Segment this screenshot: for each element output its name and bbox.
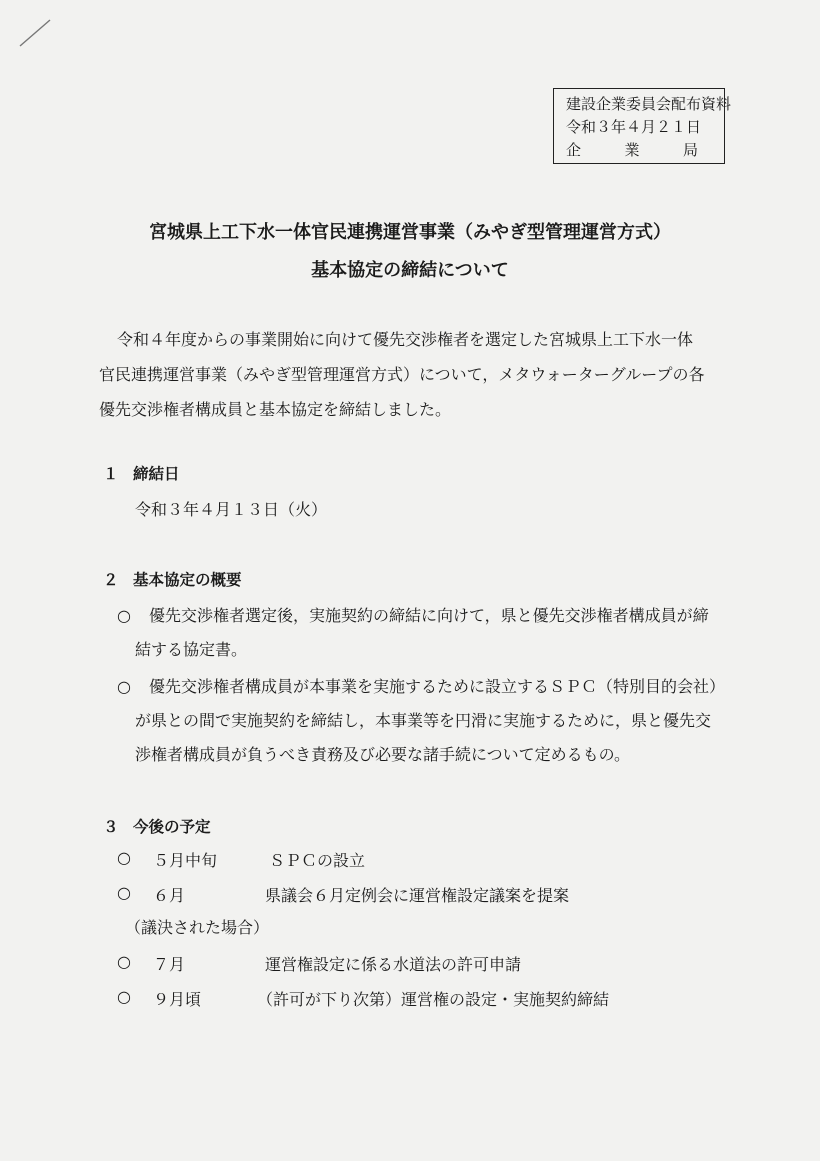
circle-bullet-icon: ○ <box>117 952 131 971</box>
circle-bullet-icon: ○ <box>117 677 131 696</box>
section-2-heading <box>103 568 242 590</box>
stamp-dept-char: 業 <box>624 141 640 159</box>
schedule-what: 運営権設定に係る水道法の許可申請 <box>265 955 522 974</box>
schedule-when: ７月 <box>153 955 186 974</box>
schedule-when: ５月中旬 <box>153 851 218 870</box>
schedule-what: （許可が下り次第）運営権の設定・実施契約締結 <box>257 990 610 1009</box>
schedule-when: ６月 <box>153 886 186 905</box>
section-title: 今後の予定 <box>133 818 211 836</box>
overview-bullet <box>117 670 757 772</box>
document-title-line-2: 基本協定の締結について <box>311 260 509 281</box>
schedule-when: ９月頃 <box>153 990 202 1009</box>
stamp-dept-char: 企 <box>566 141 582 159</box>
intro-line: 令和４年度からの事業開始に向けて優先交渉権者を選定した宮城県上工下水一体 <box>117 330 694 349</box>
bullet-line: 結する協定書。 <box>135 640 248 659</box>
bullet-line: が県との間で実施契約を締結し，本事業等を円滑に実施するために，県と優先交 <box>135 711 712 730</box>
stamp-department <box>566 139 698 162</box>
circle-bullet-icon: ○ <box>117 883 131 902</box>
bullet-text: 優先交渉権者選定後，実施契約の締結に向けて，県と優先交渉権者構成員が締 <box>149 606 709 625</box>
stamp-dept-char: 局 <box>682 141 698 159</box>
section-number: ３ <box>103 818 119 836</box>
distribution-stamp-box <box>553 88 732 164</box>
schedule-what: ＳＰＣの設立 <box>269 851 366 870</box>
section-3-heading <box>103 815 211 837</box>
schedule-note: （議決された場合） <box>125 918 270 937</box>
section-title: 締結日 <box>133 465 180 483</box>
bullet-text: 優先交渉権者構成員が本事業を実施するために設立するＳＰＣ（特別目的会社） <box>149 677 726 696</box>
overview-bullet <box>117 599 757 667</box>
schedule-what: 県議会６月定例会に運営権設定議案を提案 <box>265 886 570 905</box>
circle-bullet-icon: ○ <box>117 987 131 1006</box>
stamp-line-1: 建設企業委員会配布資料 <box>566 95 732 113</box>
stamp-line-2: 令和３年４月２１日 <box>566 118 702 136</box>
intro-line: 優先交渉権者構成員と基本協定を締結しました。 <box>99 400 452 419</box>
section-number: ２ <box>103 571 119 589</box>
intro-paragraph <box>99 322 737 427</box>
circle-bullet-icon: ○ <box>117 606 131 625</box>
bullet-line <box>117 599 757 633</box>
document-title-line-1: 宮城県上工下水一体官民連携運営事業（みやぎ型管理運営方式） <box>149 222 671 243</box>
section-title: 基本協定の概要 <box>133 571 242 589</box>
bullet-line: 渉権者構成員が負うべき責務及び必要な諸手続について定めるもの。 <box>135 745 631 764</box>
section-1-heading <box>103 462 180 484</box>
circle-bullet-icon: ○ <box>117 848 131 867</box>
pen-stroke-mark <box>18 18 52 48</box>
signing-date: 令和３年４月１３日（火） <box>135 500 328 519</box>
bullet-line <box>117 670 757 704</box>
section-number: １ <box>103 465 119 483</box>
intro-line: 官民連携運営事業（みやぎ型管理運営方式）について，メタウォーターグループの各 <box>99 365 705 384</box>
